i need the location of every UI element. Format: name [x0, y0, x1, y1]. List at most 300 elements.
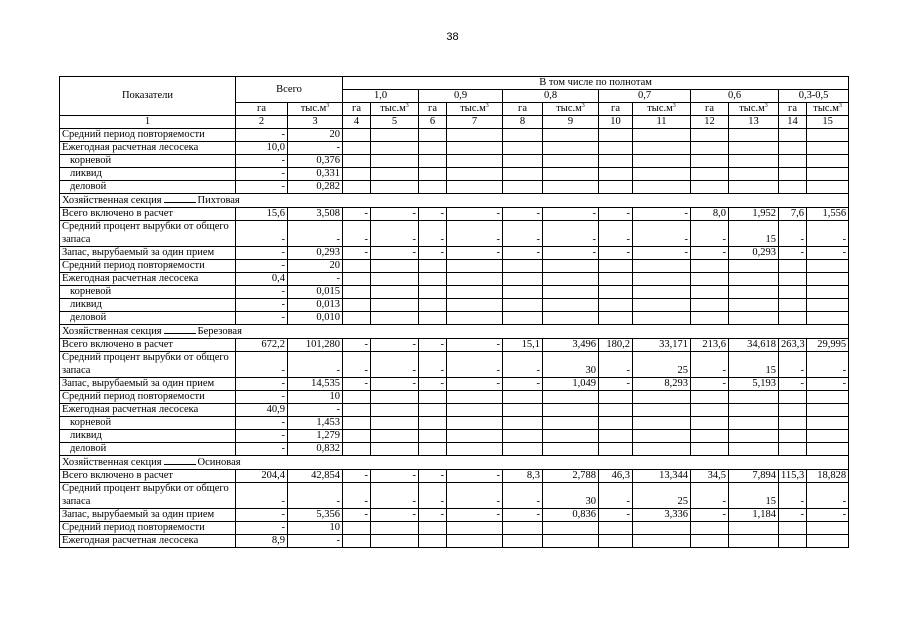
forest-cut-table [59, 76, 849, 548]
cell-value [779, 260, 807, 273]
column-number: 13 [729, 116, 779, 129]
cell-value [419, 417, 447, 430]
cell-value: 0,836 [543, 509, 599, 522]
cell-value [447, 417, 503, 430]
column-number: 6 [419, 116, 447, 129]
cell-value [543, 168, 599, 181]
section-name: Березовая [197, 326, 242, 337]
cell-value [503, 417, 543, 430]
cell-value: - [691, 483, 729, 509]
cell-value [371, 312, 419, 325]
column-number: 14 [779, 116, 807, 129]
column-number: 4 [343, 116, 371, 129]
cell-value [599, 404, 633, 417]
cell-value [543, 181, 599, 194]
cell-value: - [236, 378, 288, 391]
cell-value [779, 286, 807, 299]
cell-value [419, 391, 447, 404]
cell-value [543, 417, 599, 430]
cell-value: 2,788 [543, 470, 599, 483]
cell-value [779, 181, 807, 194]
cell-value: - [447, 509, 503, 522]
cell-value: - [503, 378, 543, 391]
cell-value [779, 129, 807, 142]
cell-value: - [236, 221, 288, 247]
table-row [60, 299, 849, 312]
cell-value: 8,293 [633, 378, 691, 391]
cell-value [343, 286, 371, 299]
cell-value [807, 155, 849, 168]
cell-value [807, 312, 849, 325]
cell-value [779, 168, 807, 181]
cell-value: 263,3 [779, 339, 807, 352]
cell-value: - [599, 352, 633, 378]
header-unit-volume [447, 103, 503, 116]
cell-value [447, 535, 503, 548]
cell-value: - [447, 208, 503, 221]
row-label: Средний процент вырубки от общего запаса [60, 352, 236, 378]
cell-value: 7,894 [729, 470, 779, 483]
cell-value [543, 443, 599, 456]
cell-value: - [447, 483, 503, 509]
cell-value: 25 [633, 483, 691, 509]
cell-value: 15 [729, 483, 779, 509]
cell-value: - [236, 260, 288, 273]
cell-value: - [419, 221, 447, 247]
column-number: 2 [236, 116, 288, 129]
cell-value [543, 312, 599, 325]
cell-value [729, 417, 779, 430]
cell-value [543, 391, 599, 404]
cell-value [691, 181, 729, 194]
cell-value [807, 522, 849, 535]
column-number: 15 [807, 116, 849, 129]
cell-value [371, 142, 419, 155]
cell-value [447, 522, 503, 535]
cell-value: 34,5 [691, 470, 729, 483]
cell-value [371, 443, 419, 456]
cell-value: - [503, 208, 543, 221]
cell-value: - [419, 509, 447, 522]
cell-value: - [371, 483, 419, 509]
cell-value [343, 535, 371, 548]
cell-value [543, 129, 599, 142]
cell-value: 20 [288, 260, 343, 273]
unit-volume-sup: 3 [326, 103, 330, 109]
cell-value: - [236, 522, 288, 535]
header-unit-volume [371, 103, 419, 116]
cell-value: 1,556 [807, 208, 849, 221]
cell-value [691, 443, 729, 456]
cell-value [419, 142, 447, 155]
cell-value: - [779, 378, 807, 391]
cell-value [503, 260, 543, 273]
cell-value: - [288, 535, 343, 548]
cell-value [371, 155, 419, 168]
cell-value [691, 522, 729, 535]
table-row [60, 129, 849, 142]
cell-value [447, 312, 503, 325]
cell-value: - [288, 221, 343, 247]
unit-volume-text: тыс.м [647, 103, 673, 114]
section-name: Осиновая [197, 457, 241, 468]
cell-value [503, 299, 543, 312]
column-number: 7 [447, 116, 503, 129]
cell-value [633, 522, 691, 535]
cell-value [371, 430, 419, 443]
cell-value [691, 129, 729, 142]
cell-value [599, 286, 633, 299]
cell-value: - [236, 312, 288, 325]
cell-value: 46,3 [599, 470, 633, 483]
cell-value [343, 299, 371, 312]
cell-value [729, 391, 779, 404]
cell-value [729, 522, 779, 535]
cell-value [419, 129, 447, 142]
cell-value: - [691, 352, 729, 378]
cell-value: 18,828 [807, 470, 849, 483]
cell-value [599, 181, 633, 194]
cell-value: 29,995 [807, 339, 849, 352]
header-unit-volume [807, 103, 849, 116]
section-prefix: Хозяйственная секция [62, 195, 162, 206]
cell-value: - [236, 155, 288, 168]
cell-value: 672,2 [236, 339, 288, 352]
cell-value: - [419, 352, 447, 378]
cell-value: 1,184 [729, 509, 779, 522]
cell-value: 10,0 [236, 142, 288, 155]
table-row [60, 417, 849, 430]
section-title [60, 325, 849, 339]
cell-value [419, 522, 447, 535]
cell-value [691, 391, 729, 404]
cell-value [447, 404, 503, 417]
cell-value [371, 404, 419, 417]
cell-value [503, 312, 543, 325]
cell-value: - [288, 142, 343, 155]
column-number: 11 [633, 116, 691, 129]
cell-value [729, 155, 779, 168]
cell-value [729, 286, 779, 299]
cell-value: 14,535 [288, 378, 343, 391]
cell-value: 34,618 [729, 339, 779, 352]
cell-value: - [371, 221, 419, 247]
table-row [60, 155, 849, 168]
cell-value [371, 260, 419, 273]
cell-value [343, 404, 371, 417]
cell-value: 0,015 [288, 286, 343, 299]
cell-value [633, 417, 691, 430]
table-row [60, 522, 849, 535]
cell-value: 0,331 [288, 168, 343, 181]
cell-value: 1,279 [288, 430, 343, 443]
cell-value: 115,3 [779, 470, 807, 483]
cell-value [633, 273, 691, 286]
cell-value [543, 142, 599, 155]
cell-value [807, 391, 849, 404]
row-label: Всего включено в расчет [60, 470, 236, 483]
cell-value: - [343, 378, 371, 391]
header-completeness: 0,9 [419, 90, 503, 103]
cell-value [543, 299, 599, 312]
cell-value: 180,2 [599, 339, 633, 352]
cell-value: - [288, 273, 343, 286]
cell-value [633, 260, 691, 273]
cell-value: - [779, 483, 807, 509]
cell-value [543, 404, 599, 417]
cell-value [729, 168, 779, 181]
cell-value [447, 181, 503, 194]
section-row [60, 194, 849, 208]
cell-value: 30 [543, 352, 599, 378]
header-completeness: 1,0 [343, 90, 419, 103]
header-by-completeness: В том числе по полнотам [343, 77, 849, 90]
row-label: ликвид [60, 430, 236, 443]
unit-volume-sup: 3 [405, 103, 409, 109]
cell-value: 7,6 [779, 208, 807, 221]
cell-value: - [236, 443, 288, 456]
cell-value [633, 181, 691, 194]
cell-value [633, 286, 691, 299]
cell-value [343, 168, 371, 181]
table-row [60, 181, 849, 194]
cell-value [633, 312, 691, 325]
cell-value [419, 535, 447, 548]
cell-value: - [288, 483, 343, 509]
header-unit-ha: га [236, 103, 288, 116]
header-unit-volume [633, 103, 691, 116]
cell-value [419, 430, 447, 443]
unit-volume-text: тыс.м [556, 103, 582, 114]
cell-value [371, 129, 419, 142]
cell-value [447, 129, 503, 142]
cell-value: - [343, 247, 371, 260]
cell-value [779, 142, 807, 155]
cell-value [807, 535, 849, 548]
cell-value [371, 391, 419, 404]
unit-volume-sup: 3 [581, 103, 585, 109]
table-row [60, 443, 849, 456]
cell-value: - [371, 470, 419, 483]
cell-value [729, 430, 779, 443]
unit-volume-sup: 3 [672, 103, 676, 109]
cell-value: - [779, 221, 807, 247]
cell-value: - [633, 247, 691, 260]
cell-value [371, 168, 419, 181]
cell-value: 5,193 [729, 378, 779, 391]
cell-value [343, 260, 371, 273]
table-row [60, 509, 849, 522]
cell-value [447, 168, 503, 181]
cell-value [691, 142, 729, 155]
cell-value: - [503, 221, 543, 247]
row-label: ликвид [60, 299, 236, 312]
cell-value [503, 142, 543, 155]
cell-value [633, 391, 691, 404]
page-number: 38 [446, 31, 459, 43]
cell-value [729, 142, 779, 155]
cell-value: 30 [543, 483, 599, 509]
cell-value [729, 404, 779, 417]
cell-value [543, 273, 599, 286]
cell-value [503, 181, 543, 194]
cell-value [447, 260, 503, 273]
cell-value [779, 299, 807, 312]
unit-volume-text: тыс.м [460, 103, 486, 114]
cell-value: - [807, 221, 849, 247]
cell-value: 40,9 [236, 404, 288, 417]
cell-value [633, 142, 691, 155]
header-unit-ha: га [779, 103, 807, 116]
table-row [60, 535, 849, 548]
cell-value [503, 391, 543, 404]
cell-value [599, 142, 633, 155]
cell-value [419, 155, 447, 168]
column-number: 10 [599, 116, 633, 129]
cell-value [343, 443, 371, 456]
row-label: Ежегодная расчетная лесосека [60, 535, 236, 548]
cell-value: 5,356 [288, 509, 343, 522]
table-row [60, 260, 849, 273]
cell-value: - [419, 470, 447, 483]
cell-value [371, 299, 419, 312]
cell-value [633, 168, 691, 181]
cell-value [729, 535, 779, 548]
cell-value [419, 312, 447, 325]
cell-value [419, 168, 447, 181]
cell-value: - [236, 352, 288, 378]
cell-value: - [503, 352, 543, 378]
cell-value: - [543, 247, 599, 260]
cell-value: - [371, 352, 419, 378]
cell-value [729, 129, 779, 142]
table-row [60, 208, 849, 221]
cell-value: 25 [633, 352, 691, 378]
cell-value [419, 181, 447, 194]
cell-value: 213,6 [691, 339, 729, 352]
row-label: деловой [60, 181, 236, 194]
cell-value: - [807, 509, 849, 522]
cell-value [543, 260, 599, 273]
header-completeness: 0,8 [503, 90, 599, 103]
cell-value [503, 430, 543, 443]
cell-value [371, 522, 419, 535]
row-label: корневой [60, 286, 236, 299]
cell-value: - [236, 286, 288, 299]
cell-value [691, 168, 729, 181]
cell-value [343, 129, 371, 142]
cell-value [599, 522, 633, 535]
table-row [60, 430, 849, 443]
unit-volume-text: тыс.м [380, 103, 406, 114]
header-unit-ha: га [503, 103, 543, 116]
cell-value: 15,1 [503, 339, 543, 352]
cell-value [633, 299, 691, 312]
header-indicators: Показатели [60, 77, 236, 116]
cell-value: - [236, 168, 288, 181]
cell-value [779, 312, 807, 325]
cell-value: - [343, 221, 371, 247]
row-label: деловой [60, 443, 236, 456]
cell-value [503, 129, 543, 142]
cell-value: 10 [288, 391, 343, 404]
cell-value: 13,344 [633, 470, 691, 483]
cell-value: - [447, 352, 503, 378]
cell-value [599, 155, 633, 168]
header-unit-ha: га [419, 103, 447, 116]
cell-value [807, 286, 849, 299]
cell-value [807, 443, 849, 456]
table-row [60, 339, 849, 352]
cell-value: 0,4 [236, 273, 288, 286]
column-number: 8 [503, 116, 543, 129]
cell-value [691, 404, 729, 417]
cell-value [599, 273, 633, 286]
cell-value: - [288, 404, 343, 417]
section-underline [164, 456, 196, 465]
row-label: Запас, вырубаемый за один прием [60, 247, 236, 260]
cell-value: - [419, 483, 447, 509]
cell-value: 3,336 [633, 509, 691, 522]
cell-value [691, 430, 729, 443]
cell-value [543, 535, 599, 548]
cell-value: - [288, 352, 343, 378]
row-label: Средний период повторяемости [60, 260, 236, 273]
cell-value: - [236, 430, 288, 443]
cell-value [807, 129, 849, 142]
cell-value [633, 443, 691, 456]
section-title [60, 456, 849, 470]
cell-value [807, 181, 849, 194]
cell-value [503, 404, 543, 417]
cell-value: - [633, 208, 691, 221]
table-row [60, 312, 849, 325]
cell-value [599, 168, 633, 181]
header-unit-volume [288, 103, 343, 116]
row-label: Всего включено в расчет [60, 208, 236, 221]
cell-value [503, 286, 543, 299]
cell-value: 15 [729, 221, 779, 247]
column-number: 5 [371, 116, 419, 129]
cell-value: - [633, 221, 691, 247]
cell-value: - [236, 129, 288, 142]
cell-value: - [543, 221, 599, 247]
header-completeness: 0,6 [691, 90, 779, 103]
cell-value: - [779, 509, 807, 522]
cell-value: - [419, 378, 447, 391]
cell-value [371, 535, 419, 548]
cell-value: - [371, 509, 419, 522]
unit-volume-sup: 3 [764, 103, 768, 109]
cell-value [343, 312, 371, 325]
cell-value [419, 299, 447, 312]
cell-value [633, 430, 691, 443]
cell-value: - [599, 483, 633, 509]
cell-value: - [447, 470, 503, 483]
cell-value [419, 443, 447, 456]
header-unit-ha: га [343, 103, 371, 116]
header-completeness: 0,3-0,5 [779, 90, 849, 103]
cell-value [419, 286, 447, 299]
cell-value: 0,010 [288, 312, 343, 325]
cell-value: - [343, 470, 371, 483]
cell-value [691, 299, 729, 312]
cell-value [503, 535, 543, 548]
cell-value [807, 168, 849, 181]
cell-value: 33,171 [633, 339, 691, 352]
cell-value: - [543, 208, 599, 221]
cell-value [807, 142, 849, 155]
